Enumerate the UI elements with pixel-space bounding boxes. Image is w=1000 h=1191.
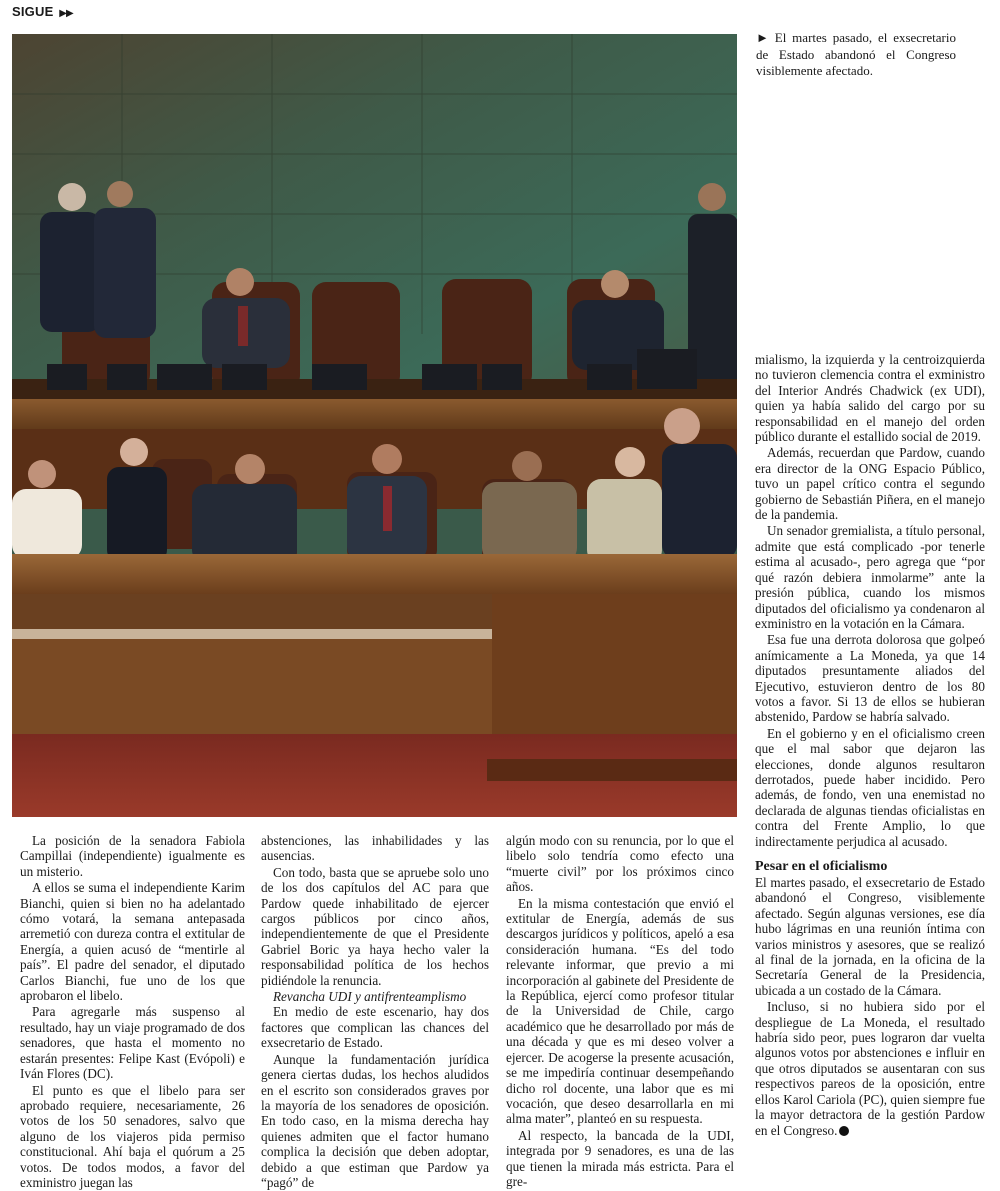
article-column-1: [20, 833, 245, 1191]
paragraph: En la misma contestación que envió el extitular de Energía, además de sus descargos jurídicos y políticos, apeló a esa consideración humana. “Es del todo relevante informar, que previo a mi incorporación al gabinete del Presidente de la República, ejercí como profesor titular de la Universidad de Chile, cargo académico que he desarrollado por más de una década y que es mi deseo volver a ejercer. De acogerse la presente acusación, se me impediría continuar desempeñando dicho rol docente, una labor que es mi vocación, que deseo desarrollarla en mi alma mater”, planteó en su respuesta.: [506, 895, 734, 1127]
paragraph: El martes pasado, el exsecretario de Estado abandonó el Congreso, visiblemente afectado. Según algunas versiones, ese día hubo lágrimas en una reunión íntima con varios ministros y asesores, que se realizó al final de la jornada, en la oficina de la Secretaría General de la Presidencia, ubicada a un costado de la Cámara.: [755, 875, 985, 998]
paragraph: En medio de este escenario, hay dos factores que complican las chances del exsecretario de Estado.: [261, 1004, 489, 1051]
senate-chamber-photo: [12, 34, 737, 817]
paragraph: Además, recuerdan que Pardow, cuando era director de la ONG Espacio Público, tuvo un papel crítico contra el segundo gobierno de Sebastián Piñera, en el manejo de la pandemia.: [755, 445, 985, 523]
paragraph: mialismo, la izquierda y la centroizquierda no tuvieron clemencia contra el exministro del Interior Andrés Chadwick (ex UDI), quien ya había salido del cargo por su responsabilidad en el manejo del orden público durante el estallido social de 2019.: [755, 352, 985, 445]
section-label: SIGUE: [12, 4, 54, 19]
end-mark-icon: [839, 1126, 849, 1136]
paragraph: algún modo con su renuncia, por lo que el libelo solo tendría como efecto una “muerte civil” por los próximos cinco años.: [506, 833, 734, 895]
section-heading: Pesar en el oficialismo: [755, 859, 888, 874]
paragraph-text: Incluso, si no hubiera sido por el despliegue de La Moneda, el resultado habría sido peor, pues lograron dar vuelta algunos votos por abstenciones e influir en que otros diputados se ausentaran con sus respectivos pareos de la oposición, entre ellos Karol Cariola (PC), quien siempre fue la mayor detractora de la gestión Pardow en el Congreso.: [755, 999, 985, 1138]
paragraph: La posición de la senadora Fabiola Campillai (independiente) igualmente es un misterio.: [20, 833, 245, 879]
paragraph: abstenciones, las inhabilidades y las ausencias.: [261, 833, 489, 864]
paragraph: Con todo, basta que se apruebe solo uno de los dos capítulos del AC para que Pardow quede inhabilitado de ejercer cargos públicos por cinco años, independientemente de que el Presidente Gabriel Boric ya haya hecho valer la responsabilidad política de los hechos pidiéndole la renuncia.: [261, 864, 489, 988]
section-header: [12, 4, 73, 22]
article-column-4: [755, 352, 985, 1139]
article-column-2: [261, 833, 489, 1191]
subheading: Revancha UDI y antifrenteamplismo: [273, 989, 467, 1005]
paragraph: Un senador gremialista, a título personal, admite que está complicado -por tenerle estima al acusado-, pero agrega que “por qué razón debiera inmolarme” ante la presión pública, cuando los mismos diputados del oficialismo ya condenaron al exministro en la votación en la Cámara.: [755, 523, 985, 631]
continue-arrows-icon: ▶▶: [59, 8, 73, 19]
article-column-3: [506, 833, 734, 1190]
paragraph: En el gobierno y en el oficialismo creen que el mal sabor que dejaron las elecciones, donde algunos resultaron derrotados, puede haber incidido. Pero además, de fondo, ven una enemistad no declarada de algunas tiendas oficialistas en contra del Frente Amplio, lo que indirectamente perjudica al acusado.: [755, 725, 985, 849]
paragraph: Para agregarle más suspenso al resultado, hay un viaje programado de dos senadores, que hasta el momento no estarán presentes: Felipe Kast (Evópoli) e Iván Flores (DC).: [20, 1004, 245, 1082]
paragraph: Esa fue una derrota dolorosa que golpeó anímicamente a La Moneda, ya que 14 diputados presuntamente aliados del Ejecutivo, estuvieron dentro de los 80 votos a favor. Si 13 de ellos se hubieran abstenido, Pardow se habría salvado.: [755, 632, 985, 725]
paragraph: Al respecto, la bancada de la UDI, integrada por 9 senadores, es una de las que tienen la mirada más estricta. Para el gre-: [506, 1127, 734, 1189]
paragraph: [755, 999, 985, 1138]
paragraph: El punto es que el libelo para ser aprobado requiere, necesariamente, 26 votos de los 50 senadores, salvo que alguno de los viajeros pida permiso constitucional. Ahí baja el quórum a 25 votos. De todos modos, a favor del exministro juegan las: [20, 1082, 245, 1190]
paragraph: A ellos se suma el independiente Karim Bianchi, quien si bien no ha adelantado cómo votará, la semana antepasada arremetió con dureza contra el extitular de Energía, a quien acusó de “mentirle al país”. El padre del senador, el diputado Carlos Bianchi, fue uno de los que aprobaron el libelo.: [20, 880, 245, 1004]
photo-caption: ► El martes pasado, el exsecretario de Estado abandonó el Congreso visiblemente afectado.: [756, 30, 956, 78]
paragraph: Aunque la fundamentación jurídica genera ciertas dudas, los hechos aludidos en el escrito son considerados graves por la mayoría de los senadores de oposición. En todo caso, en la misma derecha hay quienes admiten que el factor humano complica la decisión que deben adoptar, debido a que estiman que Pardow ya “pagó” de: [261, 1051, 489, 1190]
